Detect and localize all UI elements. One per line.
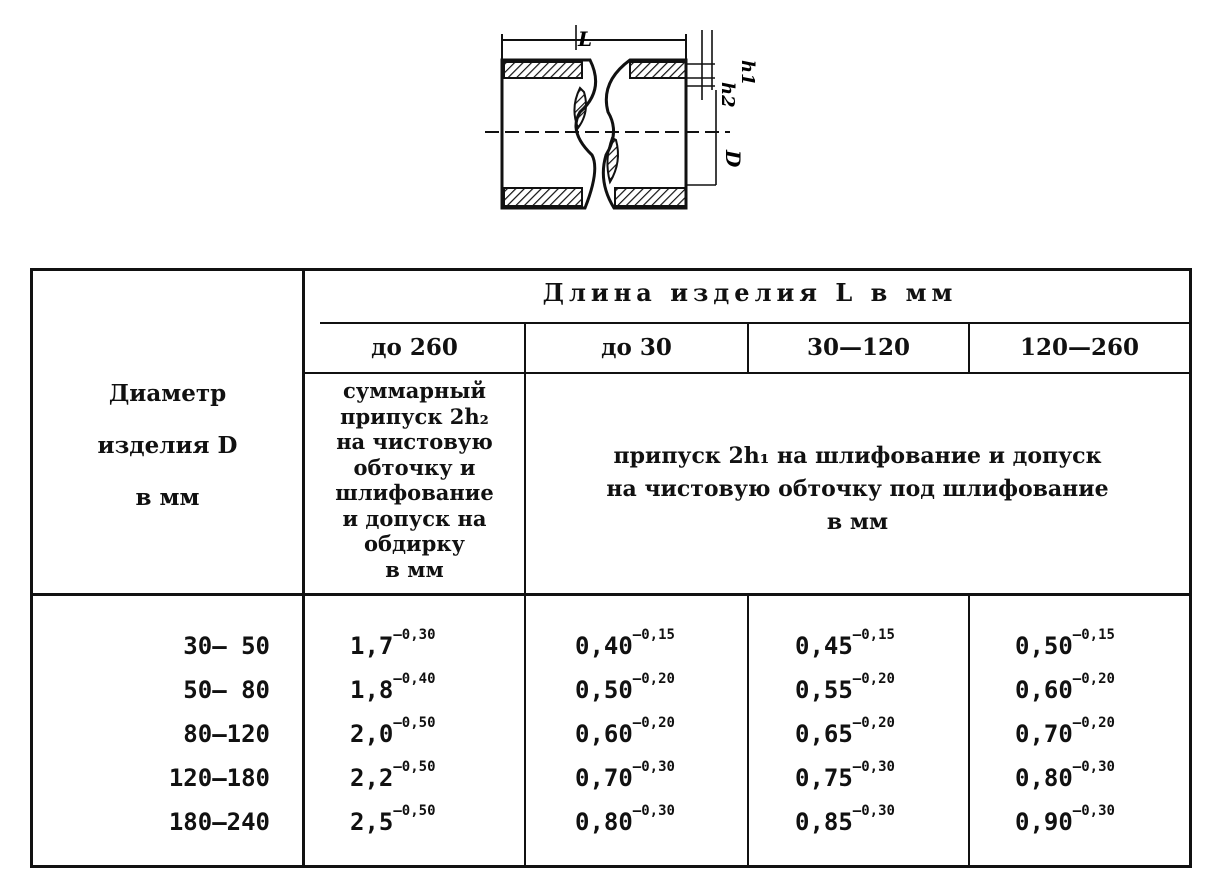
length-title: Длина изделия L в мм <box>542 278 958 307</box>
diameter-header: Диаметр изделия D в мм <box>97 380 238 511</box>
allowance-table: Диаметр изделия D в мм Длина изделия L в мм до 260 до 30 30—120 120—260 суммарный припуск 2h₂ на чистовую обточку и шлифование и допуск на обдирку в мм припуск 2h₁ на шлифование и допуск на чистовую обточку под шлифование в мм 30— 50 $1,7^{—0,30}$ $0,40^{—0,15}$ $0,45^{—0,15}$ $0,50^{—0,15}$ 50— 80 $1,8^{—0,40}$ $0,50^{—0,20}$ $0,55^{—0,20}$ $0,60^{—0,20}$ 80—120 $2,0^{—0,50}$ $0,60^{—0,20}$ $0,65^{—0,20}$ $0,70^{—0,20}$ 120—180 $2,2^{—0,50}$ $0,70^{—0,30}$ $0,75^{—0,30}$ $0,80^{—0,30}$ 180—240 $2,5^{—0,50}$ $0,80^{—0,30}$ $0,85^{—0,30}$ $0,90^{—0,30}$ <box>0 0 1214 888</box>
label-h2: h2 <box>717 82 738 108</box>
range-3: 120—260 <box>1019 334 1140 361</box>
range-1: до 30 <box>601 334 672 361</box>
range-2: 30—120 <box>806 334 911 361</box>
label-L: L <box>578 27 593 51</box>
total-allowance-desc: суммарный припуск 2h₂ на чистовую обточку и шлифование и допуск на обдирку в мм <box>335 378 494 582</box>
range-0: до 260 <box>371 334 458 361</box>
label-D: D <box>721 150 745 168</box>
label-h1: h1 <box>737 60 758 86</box>
grind-allowance-desc: припуск 2h₁ на шлифование и допуск на чистовую обточку под шлифование в мм <box>606 443 1109 535</box>
